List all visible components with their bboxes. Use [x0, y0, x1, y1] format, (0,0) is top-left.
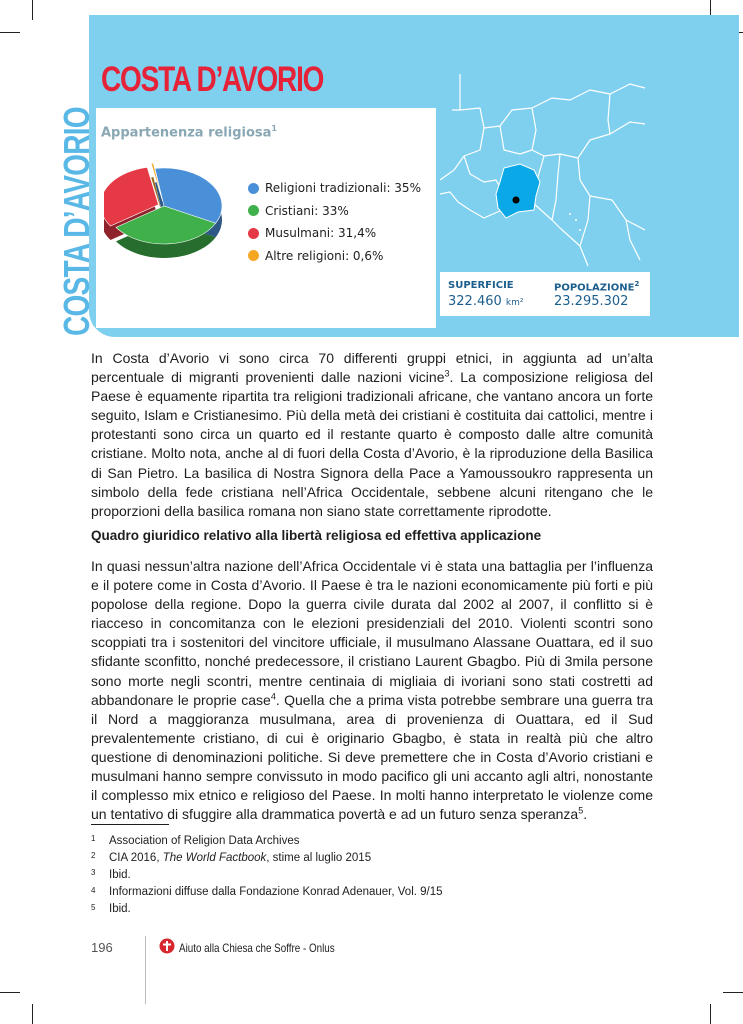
map-border	[460, 74, 645, 128]
footnote-number: 3	[91, 868, 96, 878]
footnote-text: Informazioni diffuse dalla Fondazione Konrad Adenauer, Vol. 9/15	[109, 886, 443, 899]
footnote	[91, 901, 443, 918]
map-border	[532, 108, 536, 150]
footer-divider	[145, 936, 146, 1004]
footnote-text-post: , stime al luglio 2015	[266, 851, 372, 864]
footnote-ref: 1	[271, 124, 277, 133]
religion-pie-chart	[104, 158, 224, 278]
cote-divoire-shape	[496, 164, 540, 218]
area-unit: km²	[505, 298, 524, 308]
legend-item	[248, 222, 421, 245]
footnote-ref: 5	[578, 805, 584, 816]
map-border	[500, 126, 578, 158]
religion-title-text: Appartenenza religiosa	[101, 125, 272, 141]
footnote-ref: 3	[444, 368, 450, 379]
island-marker	[569, 213, 571, 215]
capital-marker	[513, 197, 520, 204]
footnote-title: The World Factbook	[162, 851, 267, 864]
map-border	[608, 94, 610, 134]
map-border	[440, 170, 502, 218]
intro-text: . La composizione religiosa del Paese è equamente ripartita tra religioni tradizionali africane, che vantano ancora un forte seguito, Islam e Cristianesimo. Più della metà dei cristiani è costituita dai cattolici, mentre i protestanti sono circa un quarto ed il restante quarto è composto dalle altre comunità cristiane. Molto nota, anche al di fuori della Costa d’Avorio, è la riproduzione della Basilica di San Pietro. La basilica di Nostra Signora della Pace a Yamoussoukro rappresenta un simbolo della fede cristiana nell’Africa Occidentale, sebbene alcuni ritengano che le proporzioni della basilica romana non siano state correttamente riprodotte.	[91, 369, 653, 519]
footnotes	[91, 832, 443, 918]
population-value: 23.295.302	[554, 294, 629, 309]
legend-dot	[248, 228, 259, 239]
country-stats	[440, 272, 650, 316]
country-title: COSTA D’AVORIO	[101, 60, 324, 99]
crop-mark	[0, 992, 20, 993]
footnote-number: 2	[91, 851, 96, 861]
footnote	[91, 884, 443, 901]
page-number: 196	[91, 940, 113, 955]
legend-label: Altre religioni: 0,6%	[265, 248, 384, 263]
legend-item	[248, 245, 421, 268]
footnote	[91, 866, 443, 883]
west-africa-map	[440, 70, 650, 270]
organization-name: Aiuto alla Chiesa che Soffre - Onlus	[179, 941, 335, 955]
area-number: 322.460	[448, 294, 502, 309]
population-label-text: POPOLAZIONE	[554, 282, 635, 294]
map-border	[580, 196, 590, 266]
crop-mark	[710, 1004, 711, 1024]
footnote-rule	[91, 824, 169, 825]
section-text: .	[583, 806, 588, 823]
crop-mark	[0, 32, 20, 33]
footnote-text: Ibid.	[109, 903, 131, 916]
map-border	[452, 110, 484, 170]
legend-label: Cristiani: 33%	[265, 203, 349, 218]
footnote-text-pre: CIA 2016,	[109, 851, 163, 864]
section-heading: Quadro giuridico relativo alla libertà religiosa ed effettiva applicazione	[91, 528, 542, 543]
area-label: SUPERFICIE	[448, 280, 514, 291]
crop-mark	[32, 0, 33, 20]
footnote-number: 5	[91, 902, 96, 912]
footnote-number: 4	[91, 885, 96, 895]
legend-item	[248, 177, 421, 200]
footnote-text: Association of Religion Data Archives	[109, 834, 300, 847]
footnote	[91, 832, 443, 849]
intro-paragraph	[91, 349, 653, 521]
legend-dot	[248, 250, 259, 261]
map-border	[552, 154, 560, 220]
footnote-number: 1	[91, 834, 96, 843]
religion-legend	[248, 177, 421, 267]
legend-label: Religioni tradizionali: 35%	[265, 181, 421, 196]
area-value	[448, 294, 524, 309]
legend-dot	[248, 183, 259, 194]
island-marker	[579, 229, 581, 231]
vertical-country-title: COSTA D’AVORIO	[56, 107, 97, 336]
section-text: In quasi nessun’altra nazione dell’Africa Occidentale vi è stata una battaglia per l’influenza e il potere come in Costa d’Avorio. Il Paese è tra le nazioni economicamente più forti e più popolose della regione. Dopo la guerra civile durata dal 2002 al 2007, il conflitto si è riacceso in concomitanza con le elezioni presidenziali del 2010. Violenti scontri sono scoppiati tra i sostenitori del vincitore ufficiale, il musulmano Alassane Ouattara, ed il suo sfidante sconfitto, nonché predecessore, il cristiano Laurent Gbagbo. Più di 3mila persone sono morte negli scontri, mentre centinaia di migliaia di ivoriani sono stati costretti ad abbandonare le proprie case	[91, 558, 653, 708]
island-marker	[575, 219, 577, 221]
population-label	[554, 280, 639, 293]
legend-label: Musulmani: 31,4%	[265, 226, 377, 241]
map-border	[578, 122, 645, 158]
section-paragraph	[91, 557, 653, 824]
legend-item	[248, 200, 421, 223]
crop-mark	[32, 1004, 33, 1024]
organization-logo-icon	[159, 938, 175, 954]
crop-mark	[723, 992, 743, 993]
section-text: . Quella che a prima vista potrebbe sembrare una guerra tra il Nord a maggioranza musulmana, area di provenienza di Ouattara, ed il Sud prevalentemente cristiano, di cui è originario Gbagbo, è stata in realtà più che altro questione di denominazioni politiche. Si deve premettere che in Costa d’Avorio cristiani e musulmani hanno sempre convissuto in modo pacifico gli uni accanto agli altri, nonostante il complesso mix etnico e religioso del Paese. In molti hanno interpretato le violenze come un tentativo di sfuggire alla drammatica povertà e ad un futuro senza speranza	[91, 691, 653, 823]
footnote-text: Ibid.	[109, 868, 131, 881]
footnote-ref: 2	[634, 280, 640, 288]
footnote	[91, 849, 443, 866]
footnote-ref: 4	[270, 691, 276, 701]
map-border	[532, 202, 580, 246]
footnote-text	[109, 852, 371, 864]
religion-title	[101, 124, 277, 140]
legend-dot	[248, 205, 259, 216]
intro-text: In Costa d’Avorio vi sono circa 70 differenti gruppi etnici, in aggiunta ad un’alta percentuale di migranti provenienti dalle nazioni vicine	[91, 350, 653, 386]
